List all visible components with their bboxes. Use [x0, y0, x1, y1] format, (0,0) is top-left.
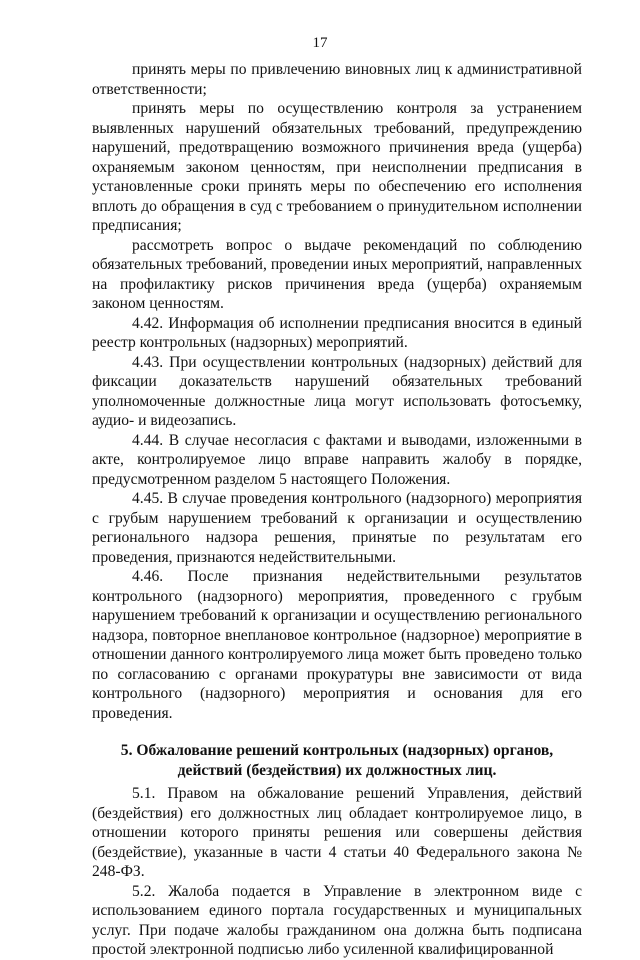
section-heading	[92, 741, 582, 780]
section-heading-line-2: действий (бездействия) их должностных лиц.	[177, 761, 497, 779]
paragraph-4-45: 4.45. В случае проведения контрольного (надзорного) мероприятия с грубым нарушением требований к организации и осуществлению регионального надзора решения, принятые по результатам его проведения, признаются недействительными.	[92, 490, 582, 566]
paragraph-5-2: 5.2. Жалоба подается в Управление в электронном виде с использованием единого портала государственных и муниципальных услуг. При подаче жалобы гражданином она должна быть подписана простой электронной подписью либо усиленной квалифицированной	[92, 882, 582, 958]
paragraph: рассмотреть вопрос о выдаче рекомендаций по соблюдению обязательных требований, проведении иных мероприятий, направленных на профилактику рисков причинения вреда (ущерба) охраняемым законом ценностям.	[92, 236, 582, 312]
paragraph-4-46: 4.46. После признания недействительными результатов контрольного (надзорного) мероприятия, проведенного с грубым нарушением требований к организации и осуществлению регионального надзора, повторное внеплановое контрольное (надзорное) мероприятие в отношении данного контролируемого лица может быть проведено только по согласованию с органами прокуратуры вне зависимости от вида контрольного (надзорного) мероприятия и основания для его проведения.	[92, 568, 582, 722]
document-body	[92, 60, 582, 960]
paragraph-4-42: 4.42. Информация об исполнении предписания вносится в единый реестр контрольных (надзорных) мероприятий.	[92, 314, 582, 351]
paragraph: принять меры по осуществлению контроля за устранением выявленных нарушений обязательных требований, предупреждению нарушений, предотвращению возможного причинения вреда (ущерба) охраняемым законом ценностям, при неисполнении предписания в установленные сроки принять меры по обеспечению его исполнения вплоть до обращения в суд с требованием о принудительном исполнении предписания;	[92, 100, 582, 234]
section-heading-line-1: 5. Обжалование решений контрольных (надзорных) органов,	[120, 742, 554, 759]
paragraph-4-43: 4.43. При осуществлении контрольных (надзорных) действий для фиксации доказательств нарушений обязательных требований уполномоченные должностные лица могут использовать фотосъемку, аудио- и видеозапись.	[92, 353, 582, 429]
paragraph-5-1: 5.1. Правом на обжалование решений Управления, действий (бездействия) его должностных лиц обладает контролируемое лицо, в отношении которого приняты решения или совершены действия (бездействие), указанные в части 4 статьи 40 Федерального закона № 248-ФЗ.	[92, 785, 582, 880]
paragraph: принять меры по привлечению виновных лиц к административной ответственности;	[92, 61, 582, 98]
page-number: 17	[312, 35, 328, 51]
paragraph-4-44: 4.44. В случае несогласия с фактами и выводами, изложенными в акте, контролируемое лицо вправе направить жалобу в порядке, предусмотренном разделом 5 настоящего Положения.	[92, 431, 582, 488]
